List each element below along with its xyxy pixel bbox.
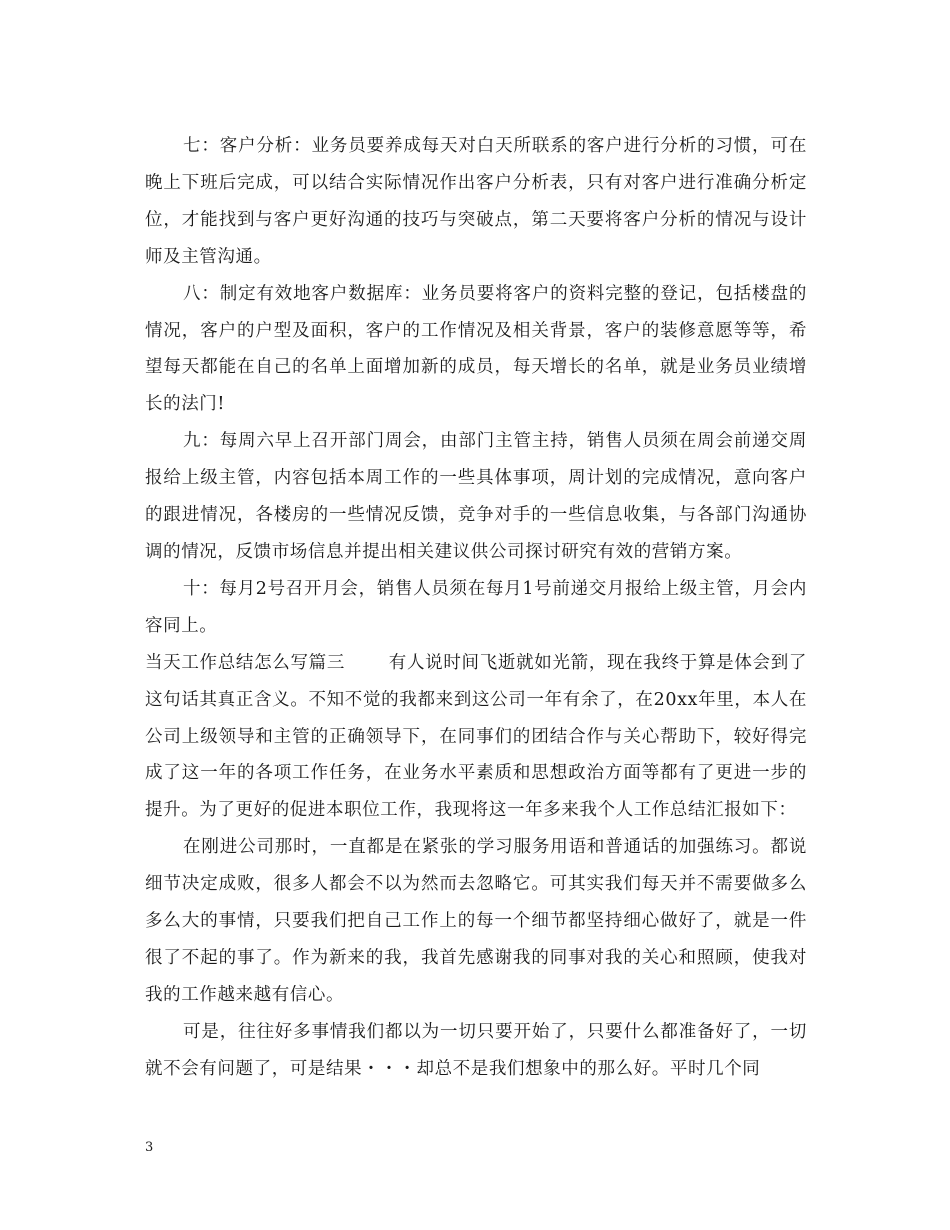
paragraph-customer-analysis: 七：客户分析：业务员要养成每天对白天所联系的客户进行分析的习惯，可在晚上下班后完成，可以结合实际情况作出客户分析表，只有对客户进行准确分析定位，才能找到与客户更好沟通的技巧与突破点，第二天要将客户分析的情况与设计师及主管沟通。 [145,136,807,267]
paragraph-customer-database: 八：制定有效地客户数据库：业务员要将客户的资料完整的登记，包括楼盘的情况，客户的户型及面积，客户的工作情况及相关背景，客户的装修意愿等等，希望每天都能在自己的名单上面增加新的成员，每天增长的名单，就是业务员业绩增长的法门! [145,283,807,415]
section-heading: 当天工作总结怎么写篇三 [145,652,346,673]
paragraph-details-matter: 在刚进公司那时，一直都是在紧张的学习服务用语和普通话的加强练习。都说细节决定成败，很多人都会不以为然而去忽略它。可其实我们每天并不需要做多么多么大的事情，只要我们把自己工作上的每一个细节都坚持细心做好了，就是一件很了不起的事了。作为新来的我，我首先感谢我的同事对我的关心和照顾，使我对我的工作越来越有信心。 [145,837,807,1005]
paragraph-weekly-meeting: 九：每周六早上召开部门周会，由部门主管主持，销售人员须在周会前递交周报给上级主管，内容包括本周工作的一些具体事项，周计划的完成情况，意向客户的跟进情况，各楼房的一些情况反馈，竞争对手的一些信息收集，与各部门沟通协调的情况，反馈市场信息并提出相关建议供公司探讨研究有效的营销方案。 [145,431,807,562]
page-number: 3 [145,1140,154,1155]
section-intro-text: 有人说时间飞逝就如光箭，现在我终于算是体会到了这句话其真正含义。不知不觉的我都来到这公司一年有余了，在20xx年里，本人在公司上级领导和主管的正确领导下，在同事们的团结合作与关心帮助下，较好得完成了这一年的各项工作任务，在业务水平素质和思想政治方面等都有了更进一步的提升。为了更好的促进本职位工作，我现将这一年多来我个人工作总结汇报如下： [145,652,807,821]
paragraph-expectations: 可是，往往好多事情我们都以为一切只要开始了，只要什么都准备好了，一切就不会有问题了，可是结果・・・却总不是我们想象中的那么好。平时几个同 [145,1021,807,1079]
paragraph-monthly-meeting: 十：每月2号召开月会，销售人员须在每月1号前递交月报给上级主管，月会内容同上。 [145,578,807,636]
heading-gap [345,653,389,673]
document-body [145,128,807,1088]
section-paragraph [145,645,807,830]
